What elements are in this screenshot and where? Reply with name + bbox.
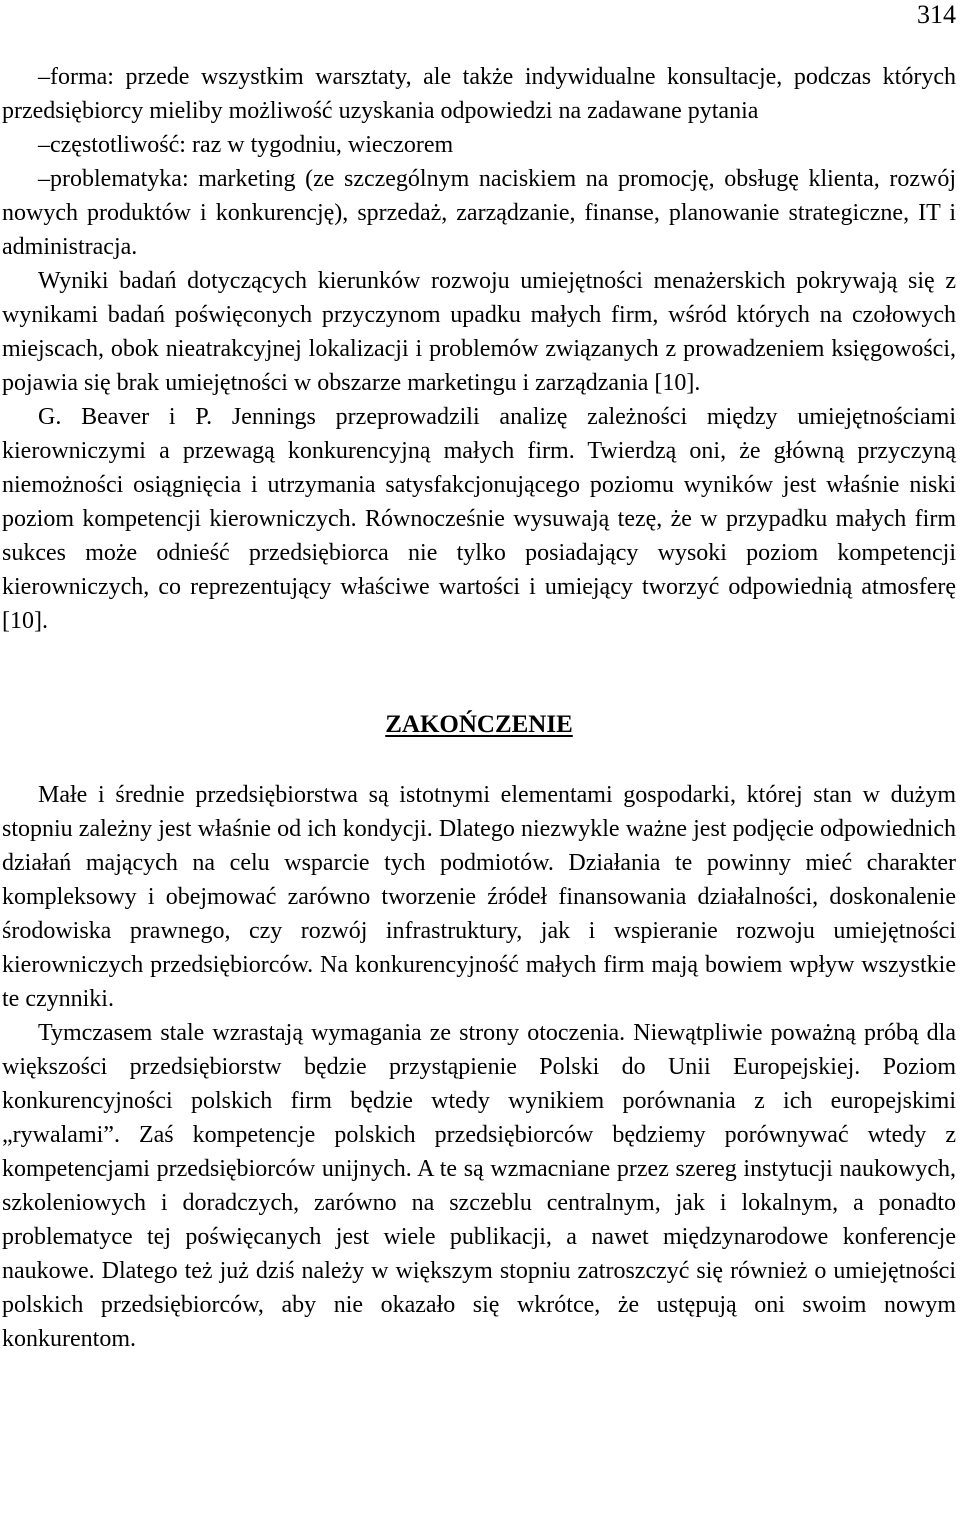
bullet-item: –problematyka: marketing (ze szczególnym naciskiem na promocję, obsługę klienta, rozwój nowych produktów i konkurencję), sprzedaż, zarządzanie, finanse, planowanie strategiczne, IT i administracja. xyxy=(2,166,956,260)
bullet-item: –częstotliwość: raz w tygodniu, wieczorem xyxy=(38,132,454,158)
section-heading: ZAKOŃCZENIE xyxy=(385,711,573,738)
paragraph: Małe i średnie przedsiębiorstwa są istotnymi elementami gospodarki, której stan w dużym stopniu zależny jest właśnie od ich kondycji. Dlatego niezwykle ważne jest podjęcie odpowiednich działań mających na celu wsparcie tych podmiotów. Działania te powinny mieć charakter kompleksowy i obejmować zarówno tworzenie źródeł finansowania działalności, doskonalenie środowiska prawnego, czy rozwój infrastruktury, jak i wspieranie rozwoju umiejętności kierowniczych przedsiębiorców. Na konkurencyjność małych firm mają bowiem wpływ wszystkie te czynniki. xyxy=(2,782,956,1012)
page-number: 314 xyxy=(917,0,956,29)
paragraph: Tymczasem stale wzrastają wymagania ze strony otoczenia. Niewątpliwie poważną próbą dla większości przedsiębiorstw będzie przystąpienie Polski do Unii Europejskiej. Poziom konkurencyjności polskich firm będzie wtedy wynikiem porównania z ich europejskimi „rywalami”. Zaś kompetencje polskich przedsiębiorców będziemy porównywać wtedy z kompetencjami przedsiębiorców unijnych. A te są wzmacniane przez szereg instytucji naukowych, szkoleniowych i doradczych, zarówno na szczeblu centralnym, jak i lokalnym, a ponadto problematyce tej poświęcanych jest wiele publikacji, a nawet międzynarodowe konferencje naukowe. Dlatego też już dziś należy w większym stopniu zatroszczyć się również o umiejętności polskich przedsiębiorców, aby nie okazało się wkrótce, że ustępują oni swoim nowym konkurentom. xyxy=(2,1020,956,1352)
document-body xyxy=(2,60,956,1356)
paragraph: G. Beaver i P. Jennings przeprowadzili analizę zależności między umiejętnościami kierowniczymi a przewagą konkurencyjną małych firm. Twierdzą oni, że główną przyczyną niemożności osiągnięcia i utrzymania satysfakcjonującego poziomu wyników jest właśnie niski poziom kompetencji kierowniczych. Równocześnie wysuwają tezę, że w przypadku małych firm sukces może odnieść przedsiębiorca nie tylko posiadający wysoki poziom kompetencji kierowniczych, co reprezentujący właściwe wartości i umiejący tworzyć odpowiednią atmosferę [10]. xyxy=(2,404,956,634)
bullet-item: –forma: przede wszystkim warsztaty, ale także indywidualne konsultacje, podczas których przedsiębiorcy mieliby możliwość uzyskania odpowiedzi na zadawane pytania xyxy=(2,64,956,124)
paragraph: Wyniki badań dotyczących kierunków rozwoju umiejętności menażerskich pokrywają się z wynikami badań poświęconych przyczynom upadku małych firm, wśród których na czołowych miejscach, obok nieatrakcyjnej lokalizacji i problemów związanych z prowadzeniem księgowości, pojawia się brak umiejętności w obszarze marketingu i zarządzania [10]. xyxy=(2,268,956,396)
